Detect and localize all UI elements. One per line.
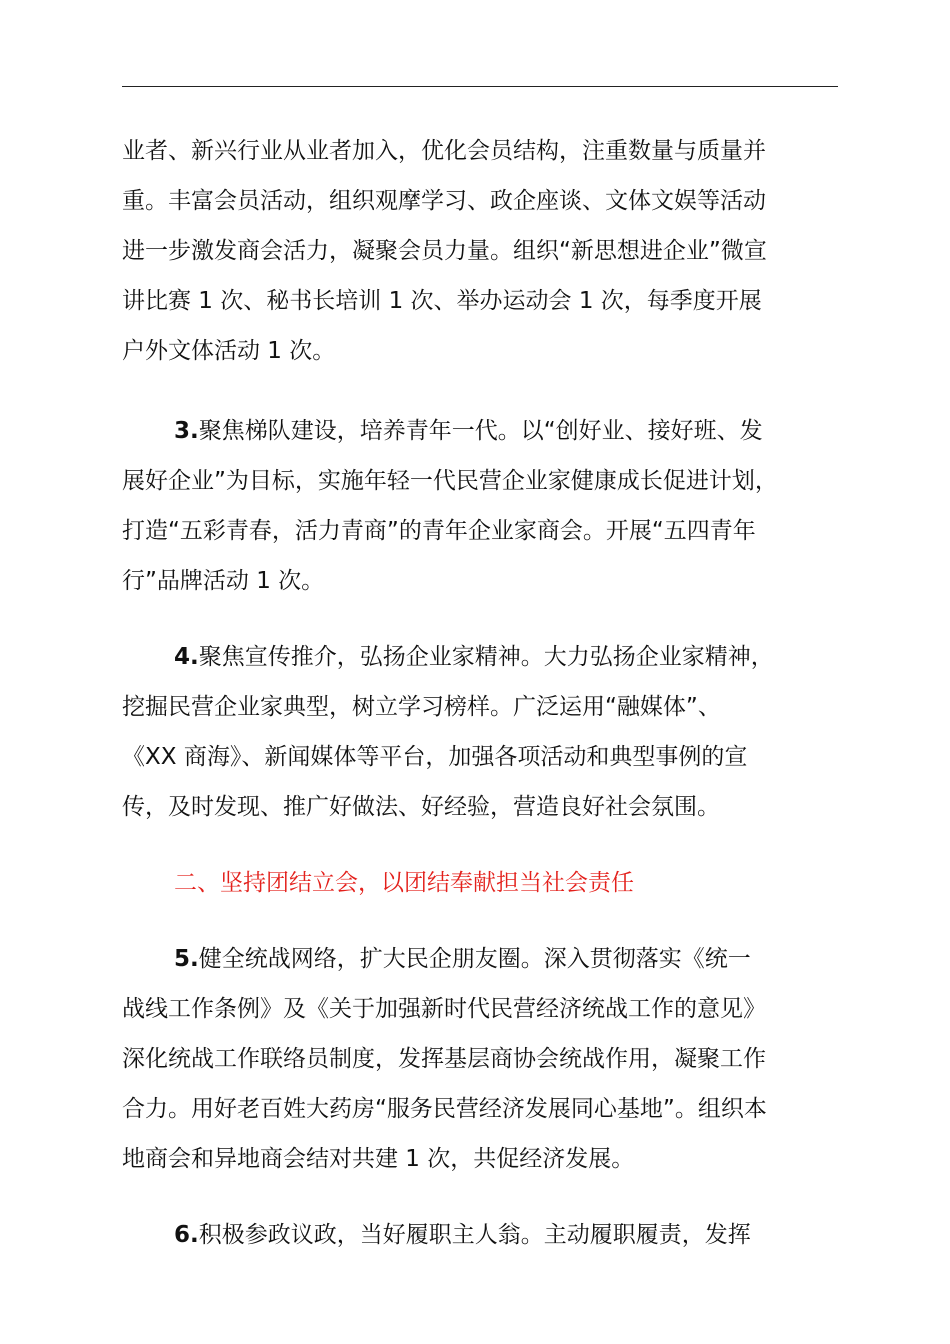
paragraph-continuation <box>122 126 838 376</box>
item-title-text: 聚焦宣传推介，弘扬企业家精神。大力弘扬企业家精神， <box>198 644 774 670</box>
paragraph-item-6 <box>122 1210 838 1260</box>
text-line: 《XX 商海》、新闻媒体等平台，加强各项活动和典型事例的宣 <box>122 744 748 770</box>
text-line: 地商会和异地商会结对共建 1 次，共促经济发展。 <box>122 1146 635 1172</box>
text-line <box>122 406 838 456</box>
text-line: 进一步激发商会活力，凝聚会员力量。组织“新思想进企业”微宣 <box>122 238 767 264</box>
paragraph-item-3 <box>122 406 838 606</box>
item-number: 5. <box>174 946 199 972</box>
text-line: 传，及时发现、推广好做法、好经验，营造良好社会氛围。 <box>122 794 720 820</box>
document-body <box>122 126 838 1260</box>
paragraph-item-5 <box>122 934 838 1184</box>
header-rule <box>122 86 838 87</box>
item-title-text: 健全统战网络，扩大民企朋友圈。深入贯彻落实《统一 <box>198 946 751 972</box>
text-line: 深化统战工作联络员制度，发挥基层商协会统战作用，凝聚工作 <box>122 1046 766 1072</box>
text-line: 打造“五彩青春，活力青商”的青年企业家商会。开展“五四青年 <box>122 518 756 544</box>
text-line: 重。丰富会员活动，组织观摩学习、政企座谈、文体文娱等活动 <box>122 188 766 214</box>
item-number: 4. <box>174 644 199 670</box>
text-line: 行”品牌活动 1 次。 <box>122 568 325 594</box>
text-line: 业者、新兴行业从业者加入，优化会员结构，注重数量与质量并 <box>122 138 766 164</box>
text-line: 合力。用好老百姓大药房“服务民营经济发展同心基地”。组织本 <box>122 1096 767 1122</box>
text-line <box>122 1210 838 1260</box>
text-line: 户外文体活动 1 次。 <box>122 338 336 364</box>
text-line: 讲比赛 1 次、秘书长培训 1 次、举办运动会 1 次，每季度开展 <box>122 288 762 314</box>
text-line: 挖掘民营企业家典型，树立学习榜样。广泛运用“融媒体”、 <box>122 694 721 720</box>
item-title-text: 积极参政议政，当好履职主人翁。主动履职履责，发挥 <box>198 1222 751 1248</box>
item-number: 3. <box>174 418 199 444</box>
text-line: 战线工作条例》及《关于加强新时代民营经济统战工作的意见》 <box>122 996 766 1022</box>
paragraph-item-4 <box>122 632 838 832</box>
section-heading: 二、坚持团结立会，以团结奉献担当社会责任 <box>174 870 634 896</box>
text-line <box>122 934 838 984</box>
item-title-text: 聚焦梯队建设，培养青年一代。以“创好业、接好班、发 <box>198 418 763 444</box>
text-line: 展好企业”为目标，实施年轻一代民营企业家健康成长促进计划， <box>122 468 778 494</box>
text-line <box>122 632 838 682</box>
item-number: 6. <box>174 1222 199 1248</box>
